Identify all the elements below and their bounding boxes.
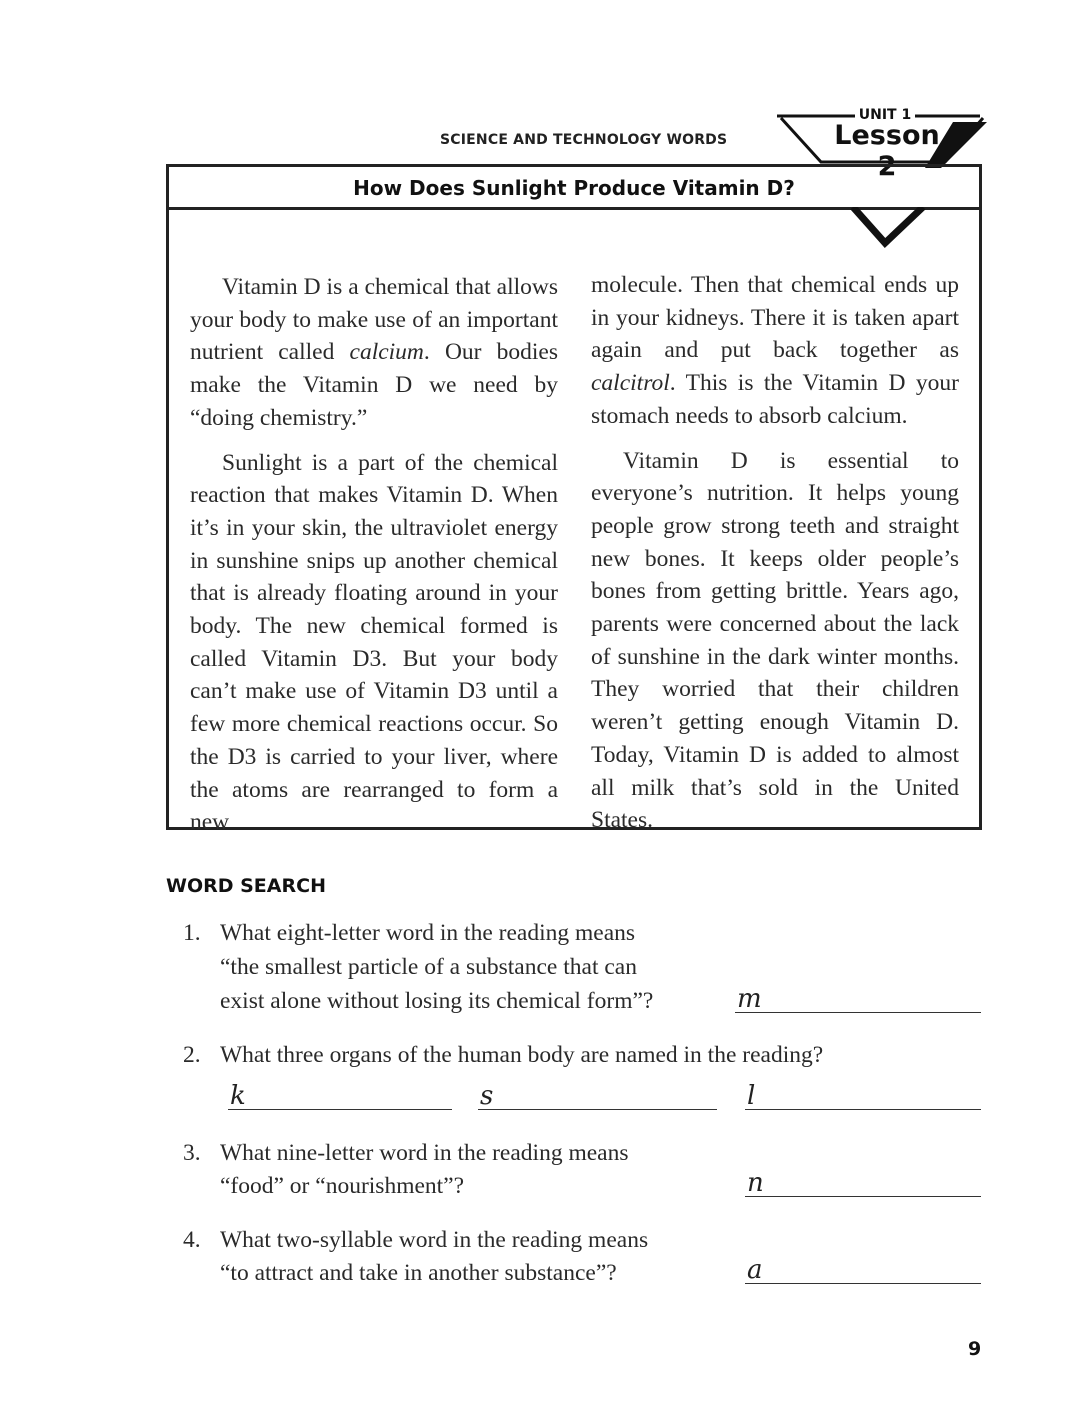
question-number: 1. (183, 920, 201, 946)
question-line: “food” or “nourishment”? (220, 1173, 465, 1199)
question-line: What three organs of the human body are named in the reading? (220, 1042, 824, 1068)
term-calcium: calcium (349, 339, 424, 366)
article-column-left (190, 271, 558, 851)
word-search-heading: WORD SEARCH (166, 875, 326, 897)
answer-hint-letter: a (747, 1255, 763, 1285)
question-number: 2. (183, 1042, 201, 1068)
article-title: How Does Sunlight Produce Vitamin D? (169, 167, 979, 210)
question-line: What eight-letter word in the reading means (220, 920, 636, 946)
answer-field[interactable] (745, 1077, 981, 1110)
paragraph-3: Vitamin D is essential to everyone’s nutrition. It helps young people grow strong teeth and straight new bones. It keeps older people’s bones from getting brittle. Years ago, parents were concerned about the lack of sunshine in the dark winter months. They worried that their children weren’t getting enough Vitamin D. Today, Vitamin D is added to almost all milk that’s sold in the United States. (591, 447, 959, 834)
question-line: “the smallest particle of a substance that can (220, 954, 637, 980)
question-line: What nine-letter word in the reading means (220, 1140, 629, 1166)
lesson-label: Lesson 2 (834, 120, 940, 182)
pointer-arrow-icon (849, 207, 929, 251)
answer-hint-letter: m (737, 984, 762, 1014)
unit-label: UNIT 1 (855, 107, 915, 123)
answer-field[interactable] (745, 1164, 981, 1197)
section-label: SCIENCE AND TECHNOLOGY WORDS (440, 132, 728, 148)
paragraph-1-text: Vitamin D is a chemical that allows your body to make use of an important nutrient called (190, 274, 558, 366)
lesson-badge (775, 104, 990, 182)
question-line: “to attract and take in another substance”? (220, 1260, 617, 1286)
question-line: What two-syllable word in the reading means (220, 1227, 649, 1253)
answer-field[interactable] (478, 1077, 717, 1110)
question-number: 4. (183, 1227, 201, 1253)
paragraph-2-continued (591, 269, 959, 433)
paragraph-2-cont-text: molecule. Then that chemical ends up in your kidneys. There it is taken apart again and put back together as (591, 272, 959, 364)
page-number: 9 (968, 1338, 982, 1360)
answer-hint-letter: s (480, 1081, 494, 1111)
article-column-right (591, 269, 959, 849)
answer-field[interactable] (228, 1077, 452, 1110)
term-calcitrol: calcitrol (591, 370, 670, 397)
paragraph-2-cont-end: . This is the Vitamin D your stomach needs to absorb calcium. (591, 370, 959, 429)
question-line: exist alone without losing its chemical form”? (220, 988, 654, 1014)
answer-field[interactable] (735, 980, 981, 1013)
answer-hint-letter: k (230, 1081, 246, 1111)
answer-hint-letter: l (747, 1081, 756, 1111)
answer-field[interactable] (745, 1251, 981, 1284)
answer-hint-letter: n (747, 1168, 764, 1198)
article-box (166, 164, 982, 836)
question-number: 3. (183, 1140, 201, 1166)
paragraph-2: Sunlight is a part of the chemical reaction that makes Vitamin D. When it’s in your skin, the ultraviolet energy in sunshine snips up another chemical that is already floating around in your body. The new chemical formed is called Vitamin D3. But your body can’t make use of Vitamin D3 until a few more chemical reactions occur. So the D3 is carried to your liver, where the atoms are rearranged to form a new (190, 449, 558, 836)
paragraph-1 (190, 271, 558, 435)
paragraph-1-end: . Our bodies make the Vitamin D we need by “doing chemistry.” (190, 339, 558, 431)
